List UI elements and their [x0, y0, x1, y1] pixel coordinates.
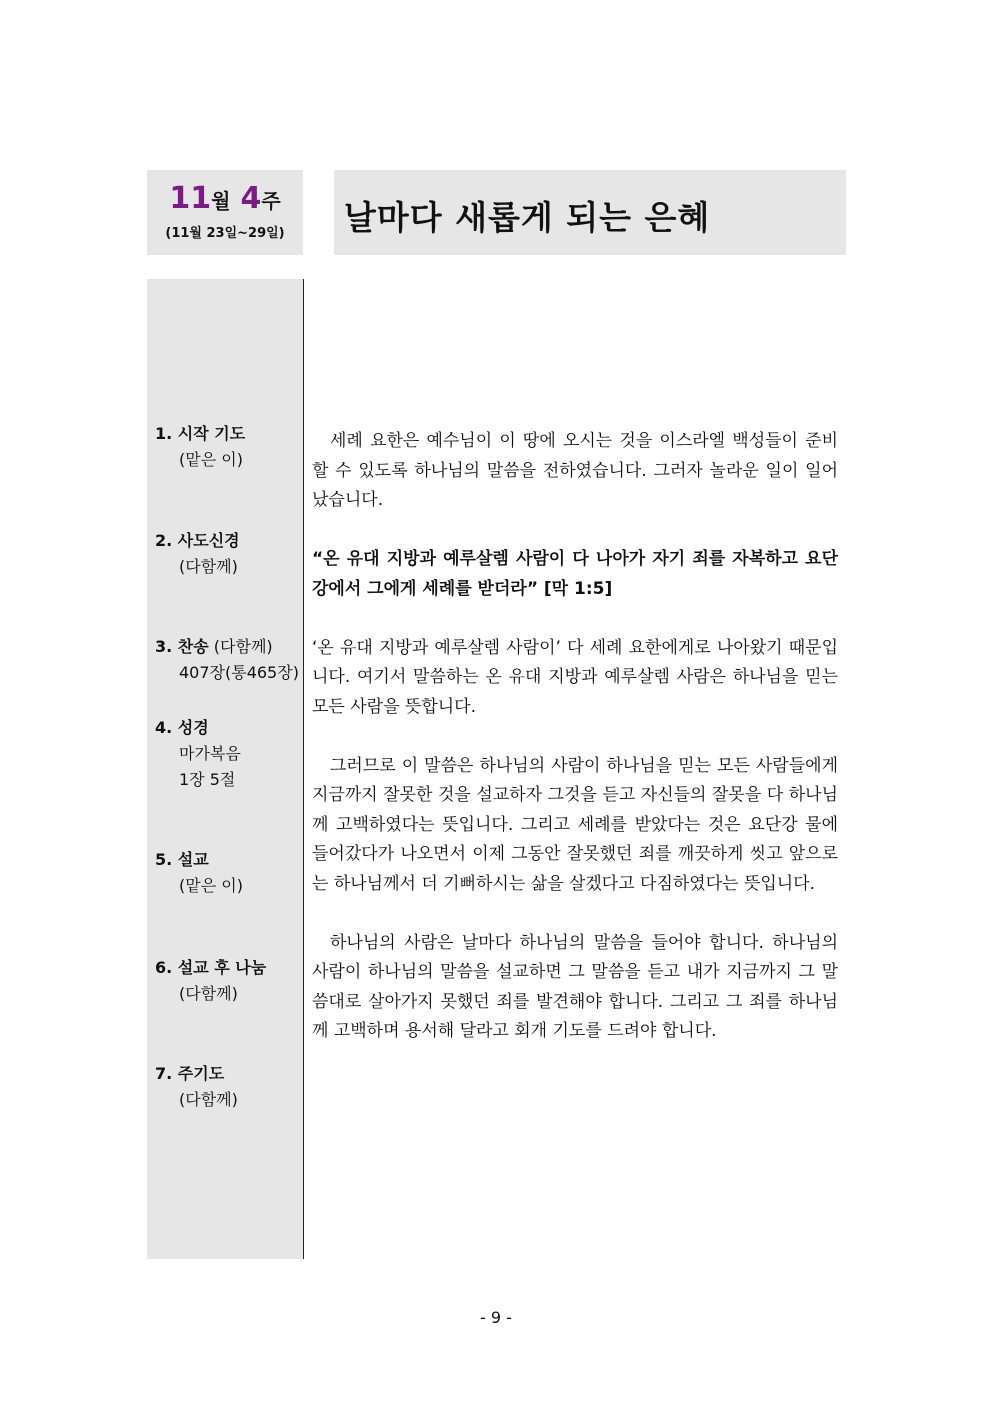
order-sub: (다함께) — [179, 557, 238, 576]
divider-line — [303, 279, 304, 1259]
week-label — [147, 182, 303, 220]
order-heading-extra: (다함께) — [208, 637, 273, 656]
order-item-scripture — [155, 715, 241, 793]
order-item-lords-prayer — [155, 1061, 238, 1113]
title-box — [334, 170, 846, 255]
order-item-hymn — [155, 634, 299, 686]
week-number: 4 — [240, 181, 262, 216]
week-unit: 주 — [261, 189, 281, 213]
order-heading: 6. 설교 후 나눔 — [155, 958, 267, 977]
month-unit: 월 — [211, 189, 231, 213]
order-sub: 마가복음 — [179, 744, 241, 763]
month-number: 11 — [169, 181, 212, 216]
order-of-service-sidebar — [147, 279, 303, 1259]
sermon-paragraph: 하나님의 사람은 날마다 하나님의 말씀을 들어야 합니다. 하나님의 사람이 하나님의 말씀을 설교하면 그 말씀을 듣고 내가 지금까지 그 말씀대로 살아가지 못했던 죄를 발견해야 합니다. 그리고 그 죄를 하나님께 고백하며 용서해 달라고 회개 기도를 드려야 합니다. — [312, 932, 838, 1041]
order-sub: (다함께) — [179, 984, 238, 1003]
order-heading: 3. 찬송 — [155, 637, 209, 656]
order-heading: 1. 시작 기도 — [155, 424, 246, 443]
date-range: (11월 23일~29일) — [165, 226, 285, 241]
page-title: 날마다 새롭게 되는 은혜 — [344, 198, 711, 237]
order-heading: 4. 성경 — [155, 718, 209, 737]
order-sub: (다함께) — [179, 1090, 238, 1109]
order-item-opening-prayer — [155, 421, 245, 473]
sermon-paragraph: 그러므로 이 말씀은 하나님의 사람이 하나님을 믿는 모든 사람들에게 지금까지 잘못한 것을 설교하자 그것을 듣고 자신들의 잘못을 다 하나님께 고백하였다는 뜻입니다. 그리고 세례를 받았다는 것은 요단강 물에 들어갔다가 나오면서 이제 그동안 잘못했던 죄를 깨끗하게 씻고 앞으로는 하나님께서 더 기뻐하시는 삶을 살겠다고 다짐하였다는 뜻입니다. — [312, 755, 838, 894]
sermon-text — [312, 427, 838, 1047]
order-heading: 2. 사도신경 — [155, 531, 240, 550]
order-sub: (맡은 이) — [179, 876, 243, 895]
order-heading: 5. 설교 — [155, 850, 209, 869]
sermon-paragraph: ‘온 유대 지방과 예루살렘 사람이’ 다 세례 요한에게로 나아왔기 때문입니다. 여기서 말씀하는 온 유대 지방과 예루살렘 사람은 하나님을 믿는 모든 사람을 뜻합니다. — [312, 637, 838, 717]
order-sub: 407장(통465장) — [179, 663, 299, 682]
order-heading: 7. 주기도 — [155, 1064, 225, 1083]
order-sub: 1장 5절 — [179, 770, 236, 789]
week-box — [147, 170, 303, 255]
page-number: - 9 - — [480, 1308, 512, 1327]
order-item-sermon — [155, 847, 243, 899]
order-item-sharing — [155, 955, 266, 1007]
order-item-apostles-creed — [155, 528, 240, 580]
scripture-quote: “온 유대 지방과 예루살렘 사람이 다 나아가 자기 죄를 자복하고 요단 강에서 그에게 세례를 받더라” [막 1:5] — [312, 549, 838, 599]
sermon-paragraph: 세례 요한은 예수님이 이 땅에 오시는 것을 이스라엘 백성들이 준비할 수 있도록 하나님의 말씀을 전하였습니다. 그러자 놀라운 일이 일어났습니다. — [312, 431, 838, 510]
order-sub: (맡은 이) — [179, 450, 243, 469]
